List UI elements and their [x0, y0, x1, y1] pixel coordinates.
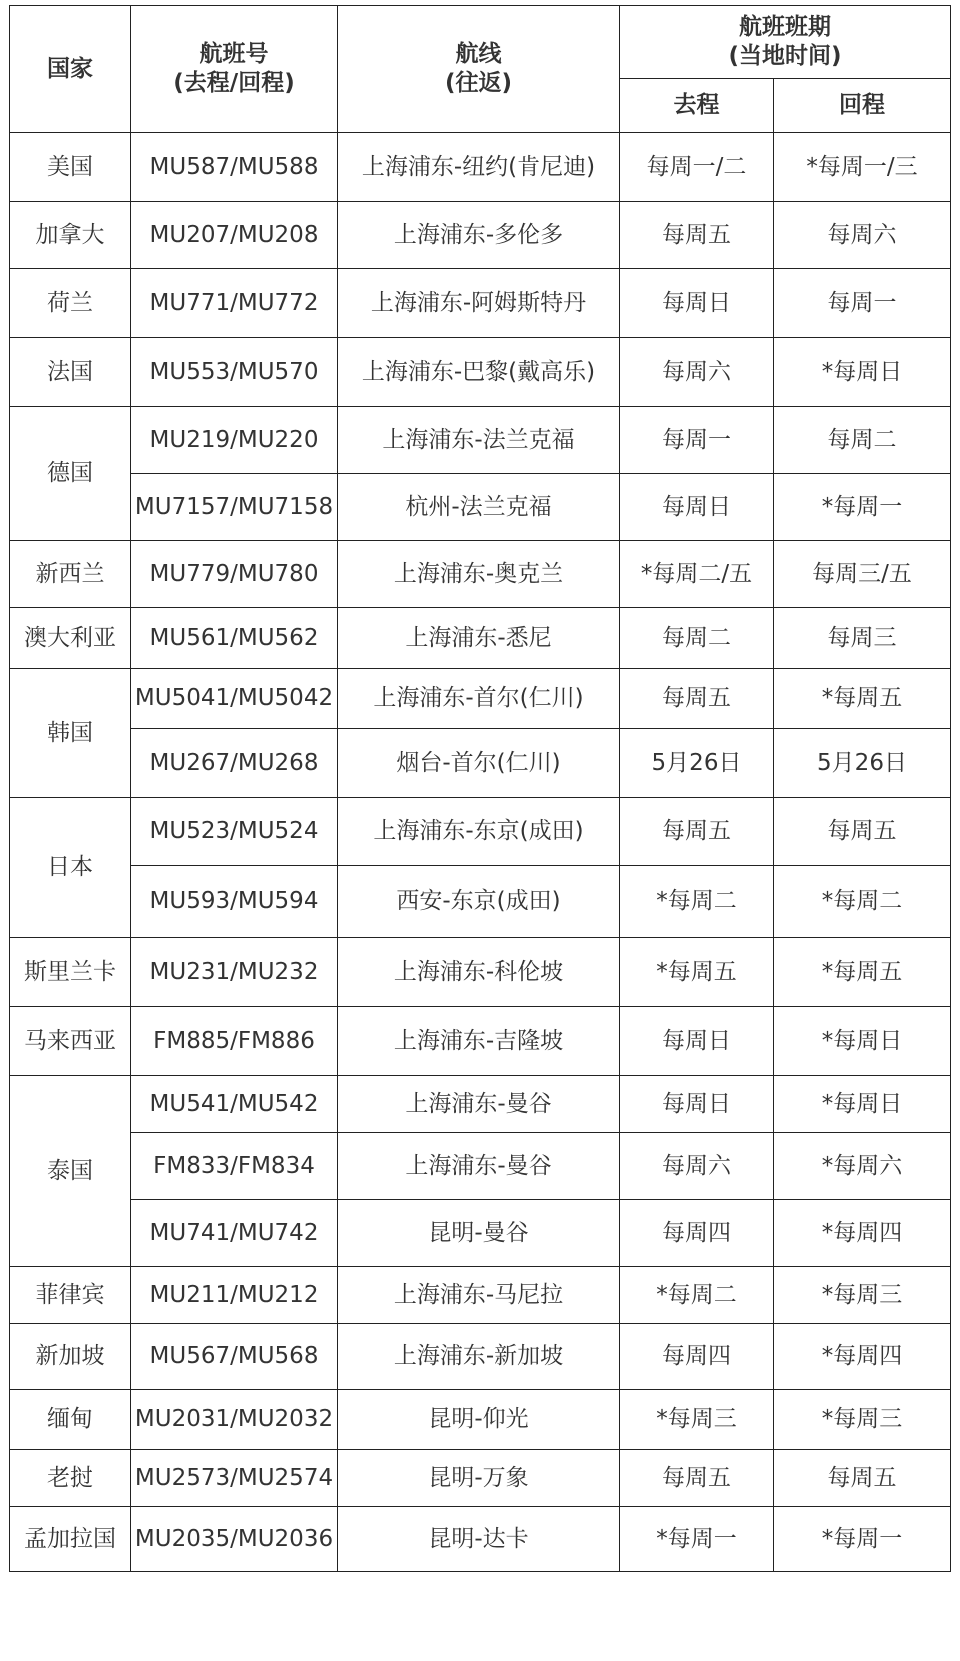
outbound-schedule-cell: 5月26日 [620, 729, 774, 798]
table-row [10, 1450, 951, 1507]
header-return-label: 回程 [839, 92, 885, 119]
outbound-schedule-cell: *每周一 [620, 1507, 774, 1572]
return-schedule-cell: *每周日 [774, 338, 951, 407]
flight-number-cell: MU741/MU742 [131, 1200, 338, 1267]
header-route-label: 航线 [455, 41, 502, 68]
route-cell: 昆明-仰光 [338, 1390, 620, 1450]
flight-schedule-table [9, 5, 951, 1572]
route-cell: 上海浦东-科伦坡 [338, 938, 620, 1007]
table-row [10, 1133, 951, 1200]
route-cell: 上海浦东-曼谷 [338, 1133, 620, 1200]
outbound-schedule-cell: 每周五 [620, 202, 774, 269]
flight-number-cell: FM833/FM834 [131, 1133, 338, 1200]
outbound-schedule-cell: 每周五 [620, 1450, 774, 1507]
outbound-schedule-cell: 每周六 [620, 1133, 774, 1200]
header-schedule-sublabel: (当地时间) [728, 43, 842, 69]
flight-number-cell: MU553/MU570 [131, 338, 338, 407]
outbound-schedule-cell: 每周一 [620, 407, 774, 474]
outbound-schedule-cell: 每周日 [620, 269, 774, 338]
return-schedule-cell: *每周二 [774, 866, 951, 938]
return-schedule-cell: 5月26日 [774, 729, 951, 798]
table-row [10, 669, 951, 729]
header-schedule [620, 6, 951, 79]
return-schedule-cell: *每周四 [774, 1324, 951, 1390]
table-row [10, 202, 951, 269]
outbound-schedule-cell: 每周四 [620, 1324, 774, 1390]
flight-number-cell: MU593/MU594 [131, 866, 338, 938]
return-schedule-cell: 每周三/五 [774, 541, 951, 608]
header-flight-number-label: 航班号 [199, 41, 269, 68]
return-schedule-cell: *每周一/三 [774, 133, 951, 202]
return-schedule-cell: *每周三 [774, 1267, 951, 1324]
route-cell: 上海浦东-马尼拉 [338, 1267, 620, 1324]
route-cell: 昆明-达卡 [338, 1507, 620, 1572]
flight-number-cell: MU523/MU524 [131, 798, 338, 866]
flight-number-cell: MU207/MU208 [131, 202, 338, 269]
return-schedule-cell: 每周三 [774, 608, 951, 669]
flight-number-cell: MU561/MU562 [131, 608, 338, 669]
table-row [10, 474, 951, 541]
table-row [10, 1390, 951, 1450]
flight-number-cell: MU2031/MU2032 [131, 1390, 338, 1450]
route-cell: 上海浦东-多伦多 [338, 202, 620, 269]
flight-number-cell: MU211/MU212 [131, 1267, 338, 1324]
header-outbound-label: 去程 [673, 92, 720, 119]
flight-schedule-container [9, 5, 950, 1572]
return-schedule-cell: 每周五 [774, 798, 951, 866]
return-schedule-cell: 每周六 [774, 202, 951, 269]
country-cell: 美国 [10, 133, 131, 202]
flight-number-cell: MU2035/MU2036 [131, 1507, 338, 1572]
header-return [774, 79, 951, 133]
table-row [10, 338, 951, 407]
flight-number-cell: MU231/MU232 [131, 938, 338, 1007]
route-cell: 上海浦东-吉隆坡 [338, 1007, 620, 1076]
table-row [10, 938, 951, 1007]
outbound-schedule-cell: 每周五 [620, 669, 774, 729]
return-schedule-cell: *每周一 [774, 474, 951, 541]
outbound-schedule-cell: 每周一/二 [620, 133, 774, 202]
flight-number-cell: MU7157/MU7158 [131, 474, 338, 541]
route-cell: 上海浦东-曼谷 [338, 1076, 620, 1133]
header-country [10, 6, 131, 133]
return-schedule-cell: *每周日 [774, 1007, 951, 1076]
table-row [10, 1507, 951, 1572]
outbound-schedule-cell: *每周五 [620, 938, 774, 1007]
flight-number-cell: MU587/MU588 [131, 133, 338, 202]
outbound-schedule-cell: *每周二/五 [620, 541, 774, 608]
country-cell: 缅甸 [10, 1390, 131, 1450]
flight-number-cell: MU2573/MU2574 [131, 1450, 338, 1507]
table-row [10, 269, 951, 338]
outbound-schedule-cell: *每周二 [620, 866, 774, 938]
table-row [10, 133, 951, 202]
header-flight-number-sublabel: (去程/回程) [173, 70, 295, 96]
country-cell: 韩国 [10, 669, 131, 798]
country-cell: 马来西亚 [10, 1007, 131, 1076]
route-cell: 上海浦东-巴黎(戴高乐) [338, 338, 620, 407]
country-cell: 德国 [10, 407, 131, 541]
country-cell: 日本 [10, 798, 131, 938]
country-cell: 老挝 [10, 1450, 131, 1507]
country-cell: 孟加拉国 [10, 1507, 131, 1572]
header-route [338, 6, 620, 133]
table-row [10, 407, 951, 474]
outbound-schedule-cell: 每周六 [620, 338, 774, 407]
flight-number-cell: MU779/MU780 [131, 541, 338, 608]
table-row [10, 608, 951, 669]
table-row [10, 541, 951, 608]
table-row [10, 1076, 951, 1133]
country-cell: 澳大利亚 [10, 608, 131, 669]
route-cell: 西安-东京(成田) [338, 866, 620, 938]
route-cell: 上海浦东-悉尼 [338, 608, 620, 669]
country-cell: 泰国 [10, 1076, 131, 1267]
country-cell: 斯里兰卡 [10, 938, 131, 1007]
country-cell: 新西兰 [10, 541, 131, 608]
route-cell: 昆明-万象 [338, 1450, 620, 1507]
outbound-schedule-cell: 每周日 [620, 1076, 774, 1133]
flight-number-cell: MU5041/MU5042 [131, 669, 338, 729]
return-schedule-cell: *每周五 [774, 938, 951, 1007]
outbound-schedule-cell: 每周四 [620, 1200, 774, 1267]
table-row [10, 1200, 951, 1267]
outbound-schedule-cell: *每周三 [620, 1390, 774, 1450]
outbound-schedule-cell: 每周二 [620, 608, 774, 669]
route-cell: 上海浦东-奥克兰 [338, 541, 620, 608]
return-schedule-cell: 每周一 [774, 269, 951, 338]
return-schedule-cell: *每周五 [774, 669, 951, 729]
table-row [10, 1267, 951, 1324]
outbound-schedule-cell: 每周五 [620, 798, 774, 866]
return-schedule-cell: *每周一 [774, 1507, 951, 1572]
return-schedule-cell: *每周四 [774, 1200, 951, 1267]
header-route-sublabel: (往返) [444, 70, 513, 96]
outbound-schedule-cell: 每周日 [620, 1007, 774, 1076]
route-cell: 上海浦东-纽约(肯尼迪) [338, 133, 620, 202]
flight-number-cell: MU567/MU568 [131, 1324, 338, 1390]
flight-number-cell: MU541/MU542 [131, 1076, 338, 1133]
table-row [10, 729, 951, 798]
country-cell: 新加坡 [10, 1324, 131, 1390]
route-cell: 杭州-法兰克福 [338, 474, 620, 541]
return-schedule-cell: *每周三 [774, 1390, 951, 1450]
header-row [10, 6, 951, 79]
country-cell: 加拿大 [10, 202, 131, 269]
header-country-label: 国家 [47, 55, 93, 82]
country-cell: 法国 [10, 338, 131, 407]
table-row [10, 1324, 951, 1390]
route-cell: 昆明-曼谷 [338, 1200, 620, 1267]
outbound-schedule-cell: *每周二 [620, 1267, 774, 1324]
header-flight-number [131, 6, 338, 133]
header-outbound [620, 79, 774, 133]
country-cell: 菲律宾 [10, 1267, 131, 1324]
return-schedule-cell: 每周二 [774, 407, 951, 474]
return-schedule-cell: *每周六 [774, 1133, 951, 1200]
table-row [10, 798, 951, 866]
table-row [10, 1007, 951, 1076]
route-cell: 上海浦东-阿姆斯特丹 [338, 269, 620, 338]
route-cell: 上海浦东-新加坡 [338, 1324, 620, 1390]
outbound-schedule-cell: 每周日 [620, 474, 774, 541]
route-cell: 上海浦东-法兰克福 [338, 407, 620, 474]
flight-number-cell: MU771/MU772 [131, 269, 338, 338]
flight-number-cell: FM885/FM886 [131, 1007, 338, 1076]
flight-number-cell: MU267/MU268 [131, 729, 338, 798]
route-cell: 烟台-首尔(仁川) [338, 729, 620, 798]
route-cell: 上海浦东-东京(成田) [338, 798, 620, 866]
country-cell: 荷兰 [10, 269, 131, 338]
return-schedule-cell: 每周五 [774, 1450, 951, 1507]
return-schedule-cell: *每周日 [774, 1076, 951, 1133]
flight-number-cell: MU219/MU220 [131, 407, 338, 474]
header-schedule-label: 航班班期 [739, 14, 831, 41]
route-cell: 上海浦东-首尔(仁川) [338, 669, 620, 729]
table-row [10, 866, 951, 938]
